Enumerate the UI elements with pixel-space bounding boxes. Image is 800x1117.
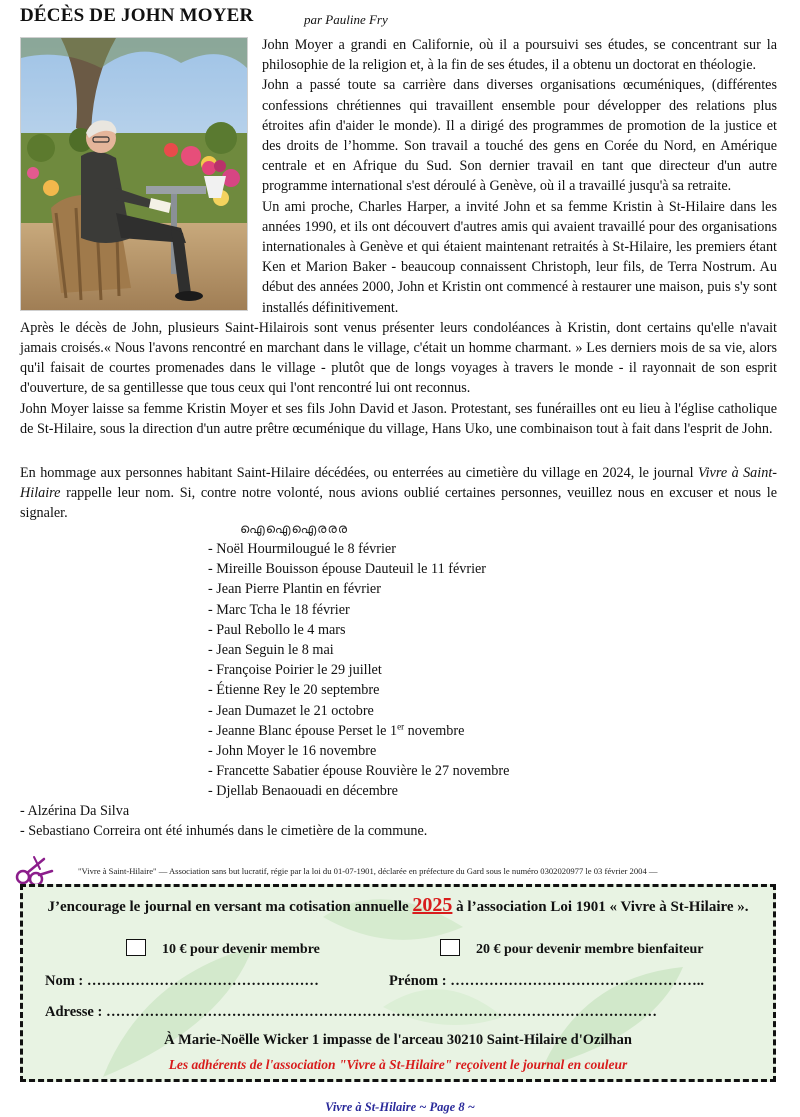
- article-paragraph: Après le décès de John, plusieurs Saint-Hilairois sont venus présenter leurs condoléances à Kristin, dont certains qu'elle n'avait jamais croisés.« Nous l'avons rencontré en marchant dans le village, c'était un homme charmant. » Les derniers mois de sa vie, alors qu'il faisait de courtes promenades dans le village - plutôt que de longs voyages à travers le monde - il rayonnait de son esprit d'ouverture, de sa gentillesse que tous ceux qui l'ont rencontré lui ont reconnus.: [20, 319, 777, 397]
- color-edition-note: Les adhérents de l'association "Vivre à St-Hilaire" reçoivent le journal en couleur: [168, 1057, 628, 1072]
- list-item: - Étienne Rey le 20 septembre: [208, 682, 380, 699]
- article-paragraph: John Moyer a grandi en Californie, où il a poursuivi ses études, se concentrant sur la philosophie de la religion et, à la fin de ses études, il a obtenu un doctorat en théologie.: [262, 37, 777, 74]
- mailing-address: À Marie-Noëlle Wicker 1 impasse de l'arceau 30210 Saint-Hilaire d'Ozilhan: [164, 1032, 632, 1048]
- list-item-text: - Jeanne Blanc épouse Perset le 1: [208, 722, 398, 739]
- list-item: - Jean Seguin le 8 mai: [208, 641, 334, 658]
- list-item: - Noël Hourmilougué le 8 février: [208, 541, 396, 557]
- page-footer: Vivre à St-Hilaire ~ Page 8 ~: [325, 1100, 475, 1114]
- scissors-icon: [14, 855, 54, 887]
- list-item: - Françoise Poirier le 29 juillet: [208, 662, 382, 679]
- list-item: - Mireille Bouisson épouse Dauteuil le 11 février: [208, 561, 487, 578]
- list-item: - Jean Pierre Plantin en février: [208, 581, 381, 598]
- association-legal-note: "Vivre à Saint-Hilaire" — Association sans but lucratif, régie par la loi du 01-07-1901, déclarée en préfecture du Gard sous le numéro 0302020977 le 03 février 2004 —: [78, 866, 658, 876]
- article-header: [20, 6, 780, 32]
- list-item: [208, 721, 509, 741]
- member-option-label: 10 € pour devenir membre: [162, 942, 320, 957]
- benefactor-checkbox[interactable]: [440, 939, 460, 956]
- deceased-list: [208, 539, 509, 801]
- tribute-text-start: En hommage aux personnes habitant Saint-Hilaire décédées, ou enterrées au cimetière du village en 2024, le journal: [20, 465, 698, 481]
- membership-year: 2025: [412, 894, 453, 916]
- benefactor-option[interactable]: [440, 939, 704, 960]
- photo-spacer: [20, 35, 262, 317]
- benefactor-option-label: 20 € pour devenir membre bienfaiteur: [476, 942, 704, 957]
- coupon-heading-start: J’encourage le journal en versant ma cotisation annuelle: [47, 899, 413, 915]
- list-item: - Sebastiano Correira ont été inhumés dans le cimetière de la commune.: [20, 823, 428, 839]
- journal-name: Vivre à Saint-Hilaire: [20, 465, 777, 502]
- list-item: - Marc Tcha le 18 février: [208, 601, 350, 618]
- member-checkbox[interactable]: [126, 939, 146, 956]
- membership-coupon: [20, 884, 776, 1082]
- article-paragraph: John a passé toute sa carrière dans diverses organisations œcuméniques, (différentes confessions chrétiennes qui travaillent ensemble pour développer des relations plus étroites afin d'aider le monde). Il a dirigé des programmes de promotion de la justice et des droits de l’homme. Son travail a touché des gens en Corée du Nord, en Amérique centrale et en Afrique du Sud. Son dernier travail en tant que directeur d'un autre programme international s'est déroulé à Genève, où il a travaillé jusqu'à sa retraite.: [262, 77, 777, 195]
- ornament-divider: ഐഐഐരരര: [240, 521, 349, 536]
- list-item: - Djellab Benaouadi en décembre: [208, 783, 398, 800]
- list-item-month: novembre: [404, 722, 465, 739]
- buried-list: [20, 801, 427, 841]
- coupon-heading-end: à l’association Loi 1901 « Vivre à St-Hilaire ».: [452, 899, 749, 915]
- list-item: - John Moyer le 16 novembre: [208, 742, 377, 759]
- article-byline: par Pauline Fry: [304, 12, 388, 27]
- obituary-article: [20, 35, 777, 439]
- adresse-field[interactable]: Adresse : ……………………………………………………………………………………………………: [45, 1004, 657, 1020]
- list-item: - Alzérina Da Silva: [20, 803, 130, 819]
- tribute-intro: [20, 463, 777, 524]
- prenom-field[interactable]: Prénom : ……………………………………………..: [389, 973, 704, 989]
- list-item: - Francette Sabatier épouse Rouvière le 27 novembre: [208, 763, 510, 780]
- article-title: DÉCÈS DE JOHN MOYER: [20, 5, 254, 26]
- article-paragraph: John Moyer laisse sa femme Kristin Moyer et ses fils John David et Jason. Protestant, ses funérailles ont eu lieu à l'église catholique de St-Hilaire, sous la direction d'un autre prêtre œcuménique du village, Hans Uko, une combinaison tout à fait dans l'esprit de John.: [20, 400, 777, 437]
- article-paragraph: Un ami proche, Charles Harper, a invité John et sa femme Kristin à St-Hilaire dans les années 1990, et ils ont découvert d'autres amis qui avaient travaillé pour des organisations internationales à Genève et qui étaient maintenant retraités à St-Hilaire, les premiers étant Ken et Marion Baker - beaucoup connaissent Christoph, leur fils, de Terra Nostrum. Au début des années 2000, John et Kristin ont commencé à restaurer une maison, puis s'y sont installés définitivement.: [262, 198, 777, 316]
- nom-field[interactable]: Nom : …………………………………………: [45, 973, 319, 989]
- member-option[interactable]: [126, 939, 320, 960]
- ordinal-suffix: er: [397, 720, 405, 731]
- list-item: - Jean Dumazet le 21 octobre: [208, 702, 374, 719]
- coupon-heading: [23, 895, 773, 917]
- list-item: - Paul Rebollo le 4 mars: [208, 621, 346, 638]
- tribute-text-end: rappelle leur nom. Si, contre notre volonté, nous avions oublié certaines personnes, veuillez nous en excuser et nous le signaler.: [20, 485, 777, 522]
